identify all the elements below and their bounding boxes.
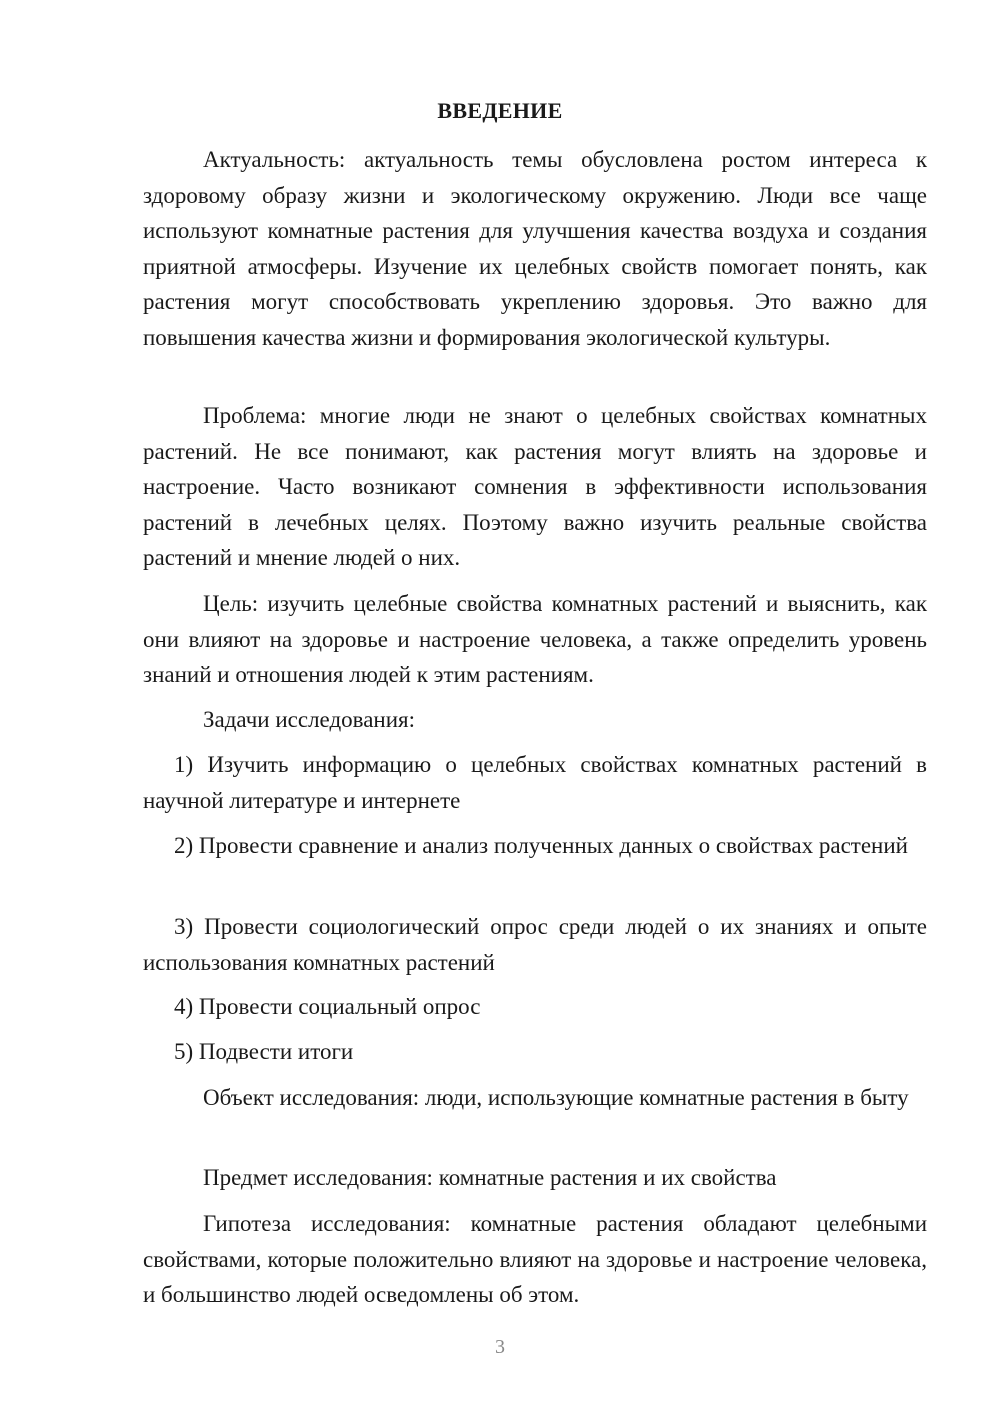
task-item-3: 3) Провести социологический опрос среди людей о их знаниях и опыте использования комнатных растений — [143, 914, 927, 975]
object-paragraph: Объект исследования: люди, использующие комнатные растения в быту — [203, 1085, 909, 1110]
task-item-2: 2) Провести сравнение и анализ полученных данных о свойствах растений — [174, 833, 908, 858]
tasks-heading: Задачи исследования: — [203, 707, 416, 732]
relevance-paragraph: Актуальность: актуальность темы обусловлена ростом интереса к здоровому образу жизни и экологическому окружению. Люди все чаще используют комнатные растения для улучшения качества воздуха и создания приятной атмосферы. Изучение их целебных свойств помогает понять, как растения могут способствовать укреплению здоровья. Это важно для повышения качества жизни и формирования экологической культуры. — [143, 147, 927, 350]
page-number: 3 — [495, 1336, 505, 1358]
problem-paragraph: Проблема: многие люди не знают о целебных свойствах комнатных растений. Не все понимают, как растения могут влиять на здоровье и настроение. Часто возникают сомнения в эффективности использования растений в лечебных целях. Поэтому важно изучить реальные свойства растений и мнение людей о них. — [143, 403, 927, 570]
task-item-4: 4) Провести социальный опрос — [174, 994, 481, 1019]
task-item-5: 5) Подвести итоги — [174, 1039, 354, 1064]
task-item-1: 1) Изучить информацию о целебных свойствах комнатных растений в научной литературе и интернете — [143, 752, 927, 813]
subject-paragraph: Предмет исследования: комнатные растения и их свойства — [203, 1165, 777, 1190]
goal-paragraph: Цель: изучить целебные свойства комнатных растений и выяснить, как они влияют на здоровье и настроение человека, а также определить уровень знаний и отношения людей к этим растениям. — [143, 591, 927, 687]
hypothesis-paragraph: Гипотеза исследования: комнатные растения обладают целебными свойствами, которые положительно влияют на здоровье и настроение человека, и большинство людей осведомлены об этом. — [143, 1211, 927, 1307]
section-heading: ВВЕДЕНИЕ — [437, 98, 563, 123]
